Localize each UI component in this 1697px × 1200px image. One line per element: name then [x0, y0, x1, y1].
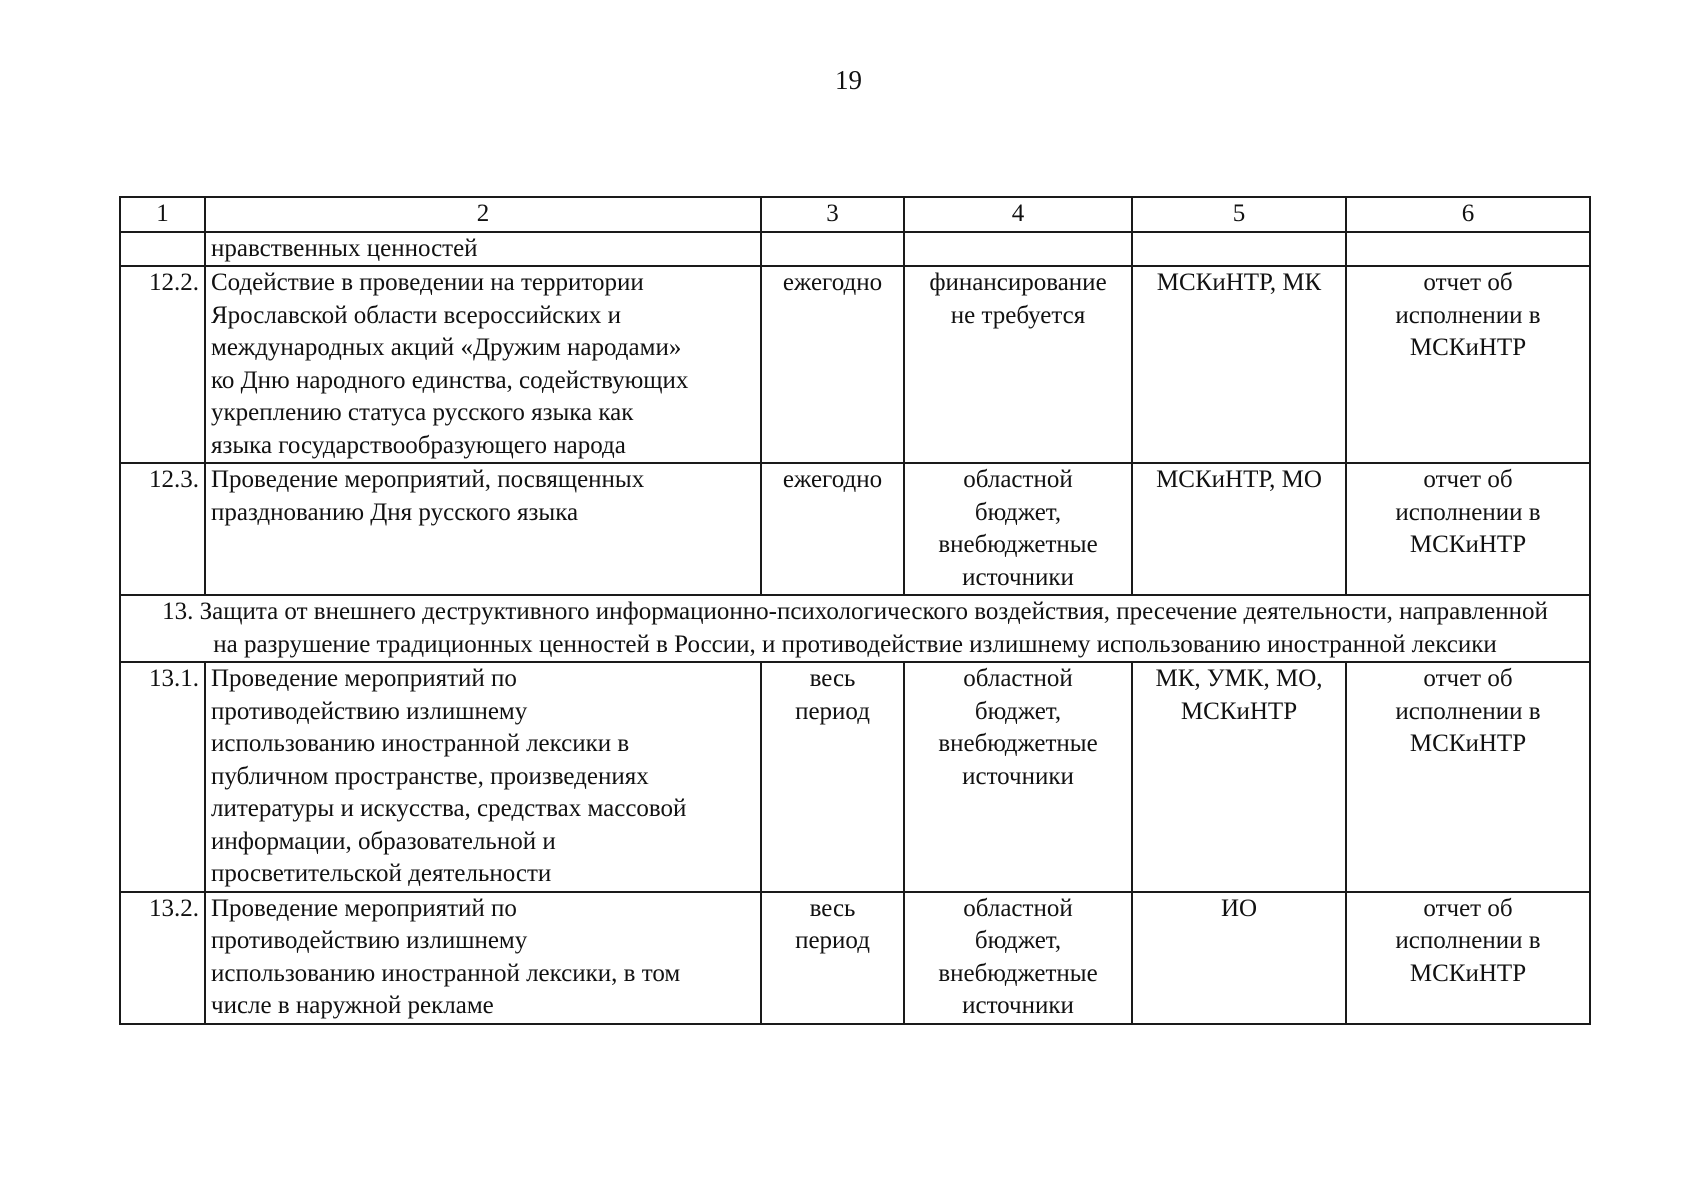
table-row-12-3 — [120, 463, 1590, 595]
funding-cell: областной бюджет, внебюджетные источники — [904, 463, 1132, 595]
column-number-2: 2 — [205, 197, 761, 232]
term-cell: ежегодно — [761, 463, 904, 595]
measure-text-cell: Проведение мероприятий, посвященных празднованию Дня русского языка — [205, 463, 761, 595]
term-cell — [761, 232, 904, 267]
executors-cell: МСКиНТР, МО — [1132, 463, 1346, 595]
row-number-cell: 13.1. — [120, 662, 205, 892]
report-cell: отчет об исполнении в МСКиНТР — [1346, 892, 1590, 1024]
term-cell: ежегодно — [761, 266, 904, 463]
executors-cell: ИО — [1132, 892, 1346, 1024]
column-number-3: 3 — [761, 197, 904, 232]
table-row-13-2 — [120, 892, 1590, 1024]
column-number-row — [120, 197, 1590, 232]
funding-cell — [904, 232, 1132, 267]
row-number-cell: 13.2. — [120, 892, 205, 1024]
page-number: 19 — [835, 65, 862, 95]
table-row-13-1 — [120, 662, 1590, 892]
executors-cell: МК, УМК, МО, МСКиНТР — [1132, 662, 1346, 892]
measure-text-cell: Содействие в проведении на территории Ярославской области всероссийских и международных акций «Дружим народами» ко Дню народного единства, содействующих укреплению статуса русского языка как языка государствообразующего народа — [205, 266, 761, 463]
row-number-cell: 12.2. — [120, 266, 205, 463]
column-number-5: 5 — [1132, 197, 1346, 232]
section-heading: 13. Защита от внешнего деструктивного информационно-психологического воздействия, пресечение деятельности, направленной на разрушение традиционных ценностей в России, и противодействие излишнему использованию иностранной лексики — [120, 595, 1590, 662]
report-cell: отчет об исполнении в МСКиНТР — [1346, 662, 1590, 892]
executors-cell: МСКиНТР, МК — [1132, 266, 1346, 463]
table-row-12-2 — [120, 266, 1590, 463]
row-number-cell: 12.3. — [120, 463, 205, 595]
column-number-6: 6 — [1346, 197, 1590, 232]
report-cell: отчет об исполнении в МСКиНТР — [1346, 266, 1590, 463]
column-number-4: 4 — [904, 197, 1132, 232]
report-cell — [1346, 232, 1590, 267]
executors-cell — [1132, 232, 1346, 267]
funding-cell: областной бюджет, внебюджетные источники — [904, 892, 1132, 1024]
term-cell: весь период — [761, 892, 904, 1024]
measure-text-cell: Проведение мероприятий по противодействию излишнему использованию иностранной лексики, в том числе в наружной рекламе — [205, 892, 761, 1024]
section-heading-row — [120, 595, 1590, 662]
table-row-continuation — [120, 232, 1590, 267]
measure-text-cell: Проведение мероприятий по противодействию излишнему использованию иностранной лексики в публичном пространстве, произведениях литературы и искусства, средствах массовой информации, образовательной и просветительской деятельности — [205, 662, 761, 892]
measure-text-cell: нравственных ценностей — [205, 232, 761, 267]
row-number-cell — [120, 232, 205, 267]
funding-cell: областной бюджет, внебюджетные источники — [904, 662, 1132, 892]
funding-cell: финансирование не требуется — [904, 266, 1132, 463]
measures-table — [119, 196, 1591, 1025]
column-number-1: 1 — [120, 197, 205, 232]
report-cell: отчет об исполнении в МСКиНТР — [1346, 463, 1590, 595]
term-cell: весь период — [761, 662, 904, 892]
